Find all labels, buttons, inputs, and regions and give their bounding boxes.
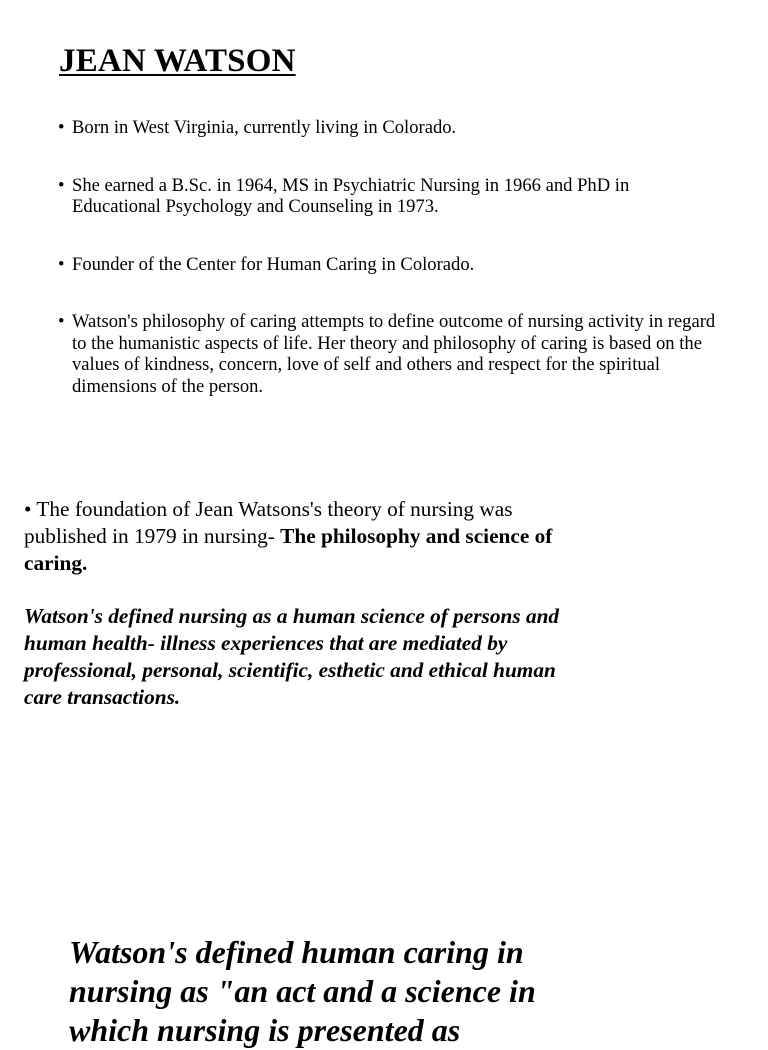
bio-bullet-list (58, 117, 718, 397)
bullet-text: Born in West Virginia, currently living in Colorado. (72, 117, 457, 138)
bullet-icon: • (58, 174, 65, 196)
page-title: JEAN WATSON (59, 43, 296, 79)
list-item (58, 311, 718, 397)
nursing-definition: Watson's defined nursing as a human science of persons and human health- illness experiences that are mediated by professional, personal, scientific, esthetic and ethical human care transactions. (24, 604, 560, 709)
foundation-paragraph (24, 496, 569, 577)
list-item (58, 117, 718, 139)
bullet-icon: • (58, 117, 65, 138)
bullet-icon: • (58, 311, 65, 332)
list-item (58, 175, 718, 218)
bullet-text: She earned a B.Sc. in 1964, MS in Psychiatric Nursing in 1966 and PhD in Educational Psychology and Counseling in 1973. (72, 174, 630, 217)
book-title: The philosophy and science of caring. (24, 524, 553, 575)
bullet-icon: • (58, 253, 65, 275)
foundation-text: • The foundation of Jean Watsons's theory of nursing was published in 1979 in nursing- (24, 497, 513, 548)
caring-quote: Watson's defined human caring in nursing as "an act and a science in which nursing is presented as (69, 934, 536, 1048)
bullet-text: Founder of the Center for Human Caring in Colorado. (72, 253, 475, 275)
bullet-text: Watson's philosophy of caring attempts to define outcome of nursing activity in regard to the humanistic aspects of life. Her theory and philosophy of caring is based on the values of kindness, concern, love of self and others and respect for the spiritual dimensions of the person. (72, 311, 716, 397)
list-item (58, 254, 718, 276)
